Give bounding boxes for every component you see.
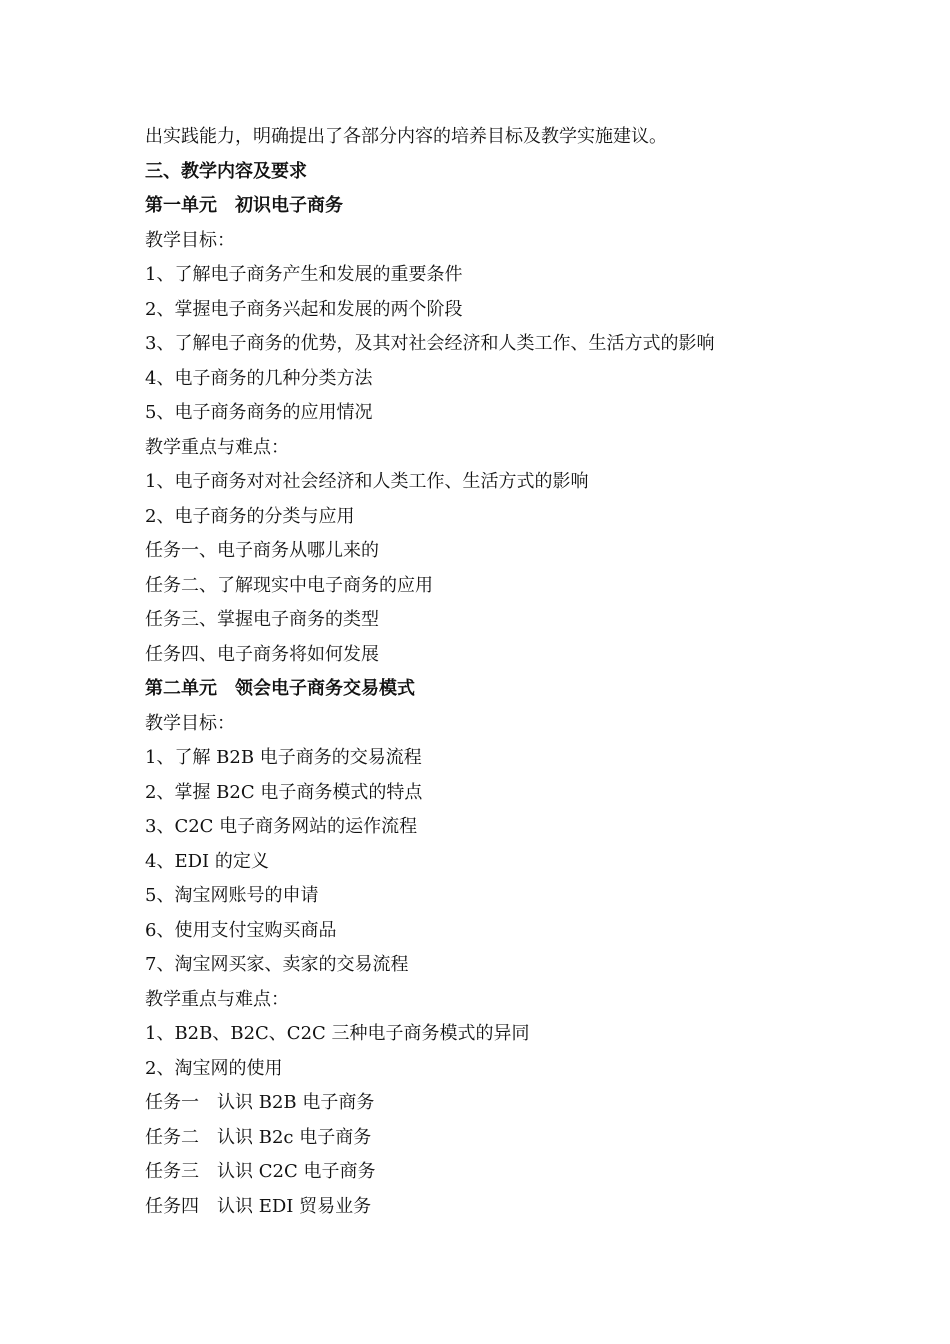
text-line: 1、电子商务对对社会经济和人类工作、生活方式的影响 — [145, 471, 589, 492]
text-line: 5、淘宝网账号的申请 — [145, 885, 319, 906]
text-line: 任务二 认识 B2c 电子商务 — [145, 1126, 372, 1148]
text-line: 教学目标： — [145, 229, 235, 251]
text-line: 1、B2B、B2C、C2C 三种电子商务模式的异同 — [145, 1023, 530, 1044]
text-line: 教学重点与难点： — [145, 988, 289, 1010]
text-line: 出实践能力，明确提出了各部分内容的培养目标及教学实施建议。 — [145, 126, 667, 147]
section-heading: 三、教学内容及要求 — [145, 160, 307, 182]
text-line: 任务四、电子商务将如何发展 — [145, 643, 379, 665]
text-line: 7、淘宝网买家、卖家的交易流程 — [145, 954, 409, 975]
text-line: 2、电子商务的分类与应用 — [145, 505, 355, 527]
section-heading: 第一单元 初识电子商务 — [145, 195, 343, 216]
text-line: 任务一 认识 B2B 电子商务 — [145, 1092, 375, 1113]
text-line: 3、了解电子商务的优势，及其对社会经济和人类工作、生活方式的影响 — [145, 333, 715, 354]
text-line: 任务二、了解现实中电子商务的应用 — [145, 574, 433, 596]
text-line: 2、掌握 B2C 电子商务模式的特点 — [145, 781, 423, 803]
text-line: 4、EDI 的定义 — [145, 850, 269, 872]
text-line: 2、掌握电子商务兴起和发展的两个阶段 — [145, 298, 463, 320]
text-line: 5、电子商务商务的应用情况 — [145, 402, 373, 423]
document-body — [145, 120, 845, 1224]
text-line: 1、了解电子商务产生和发展的重要条件 — [145, 264, 463, 285]
text-line: 1、了解 B2B 电子商务的交易流程 — [145, 747, 422, 768]
text-line: 6、使用支付宝购买商品 — [145, 919, 337, 941]
text-line: 教学目标： — [145, 712, 235, 734]
text-line: 2、淘宝网的使用 — [145, 1057, 283, 1079]
section-heading: 第二单元 领会电子商务交易模式 — [145, 678, 415, 699]
text-line: 任务三、掌握电子商务的类型 — [145, 609, 379, 630]
text-line: 任务四 认识 EDI 贸易业务 — [145, 1195, 372, 1217]
text-line: 3、C2C 电子商务网站的运作流程 — [145, 816, 418, 837]
text-line: 任务一、电子商务从哪儿来的 — [145, 540, 379, 561]
text-line: 教学重点与难点： — [145, 436, 289, 458]
text-line: 4、电子商务的几种分类方法 — [145, 367, 373, 389]
text-line: 任务三 认识 C2C 电子商务 — [145, 1161, 376, 1182]
